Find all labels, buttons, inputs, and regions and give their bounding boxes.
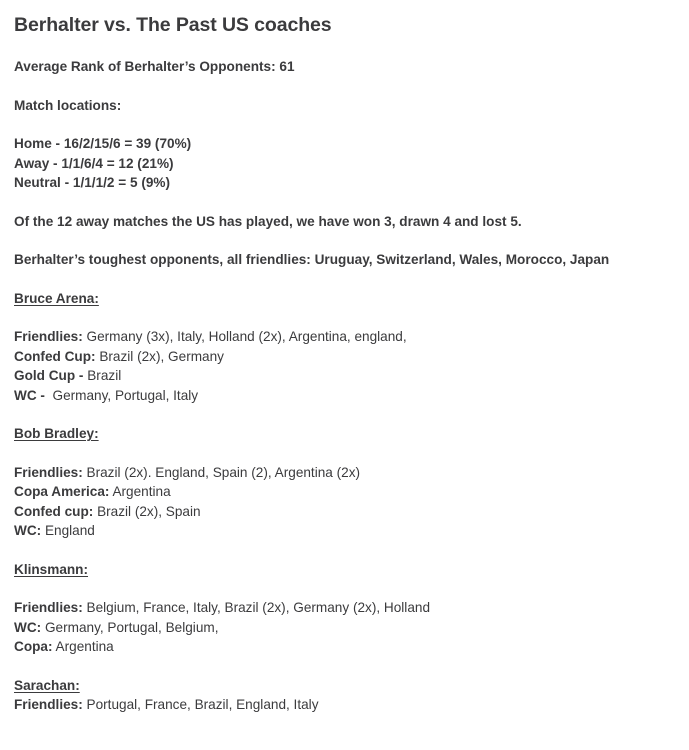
competition-label: Confed Cup: [14,348,96,364]
coach-match-list [14,598,675,657]
coach-match-row [14,327,675,347]
coach-match-list [14,695,675,715]
opponent-list: Germany, Portugal, Belgium, [41,619,219,635]
away-summary [14,212,675,232]
coach-match-list [14,327,675,405]
match-locations-heading [14,96,675,116]
toughest-opponents [14,250,654,270]
competition-label: Copa America: [14,484,110,499]
competition-label: Friendlies: [14,329,83,344]
competition-label: WC - [14,387,49,403]
away-summary-text: Of the 12 away matches the US has played, we have won 3, drawn 4 and lost 5. [14,213,522,229]
competition-label: WC: [14,619,42,635]
coach-heading [14,289,675,309]
opponent-list: Argentina [52,639,114,654]
opponent-list: Brazil (2x). England, Spain (2), Argentina (2x) [82,464,361,480]
coach-match-list [14,463,675,541]
match-locations-list [14,134,675,193]
coach-name: Bruce Arena: [14,290,99,306]
opponent-list: Portugal, France, Brazil, England, Italy [82,697,319,712]
coach-match-row [14,695,675,715]
match-location-home: Home - 16/2/15/6 = 39 (70%) [14,136,192,151]
competition-label: Confed cup: [14,503,94,519]
opponent-list: Brazil (2x), Germany [95,348,224,364]
opponent-list: Brazil (2x), Spain [93,503,201,519]
average-rank-line [14,57,675,77]
match-location-away: Away - 1/1/6/4 = 12 (21%) [14,155,174,171]
competition-label: WC: [14,523,42,538]
average-rank-text: Average Rank of Berhalter’s Opponents: 61 [14,59,295,74]
coach-match-row [14,366,675,386]
toughest-opponents-text: Berhalter’s toughest opponents, all friendlies: Uruguay, Switzerland, Wales, Morocco, Japan [14,252,610,267]
coach-match-row [14,463,675,483]
opponent-list: Germany (3x), Italy, Holland (2x), Argentina, england, [82,329,407,344]
competition-label: Friendlies: [14,600,83,615]
coach-match-row [14,521,675,541]
coach-name: Bob Bradley: [14,426,99,441]
coach-match-row [14,598,675,618]
coach-heading [14,424,675,444]
opponent-list: Argentina [109,484,171,499]
coach-match-row [14,482,675,502]
coach-match-row [14,637,675,657]
coach-name: Klinsmann: [14,561,89,577]
competition-label: Copa: [14,639,53,654]
coach-name: Sarachan: [14,677,80,693]
match-location-neutral: Neutral - 1/1/1/2 = 5 (9%) [14,175,171,190]
coach-sections [14,289,675,715]
coach-heading [14,676,675,696]
coach-match-row [14,502,675,522]
opponent-list: England [41,523,95,538]
opponent-list: Germany, Portugal, Italy [48,387,199,403]
coach-match-row [14,618,675,638]
match-locations-label: Match locations: [14,97,122,113]
page-title: Berhalter vs. The Past US coaches [14,14,332,36]
opponent-list: Belgium, France, Italy, Brazil (2x), Germany (2x), Holland [82,600,431,615]
competition-label: Friendlies: [14,464,83,480]
coach-match-row [14,386,675,406]
coach-match-row [14,347,675,367]
competition-label: Gold Cup - [14,368,84,383]
coach-heading [14,560,675,580]
opponent-list: Brazil [83,368,122,383]
competition-label: Friendlies: [14,697,83,712]
